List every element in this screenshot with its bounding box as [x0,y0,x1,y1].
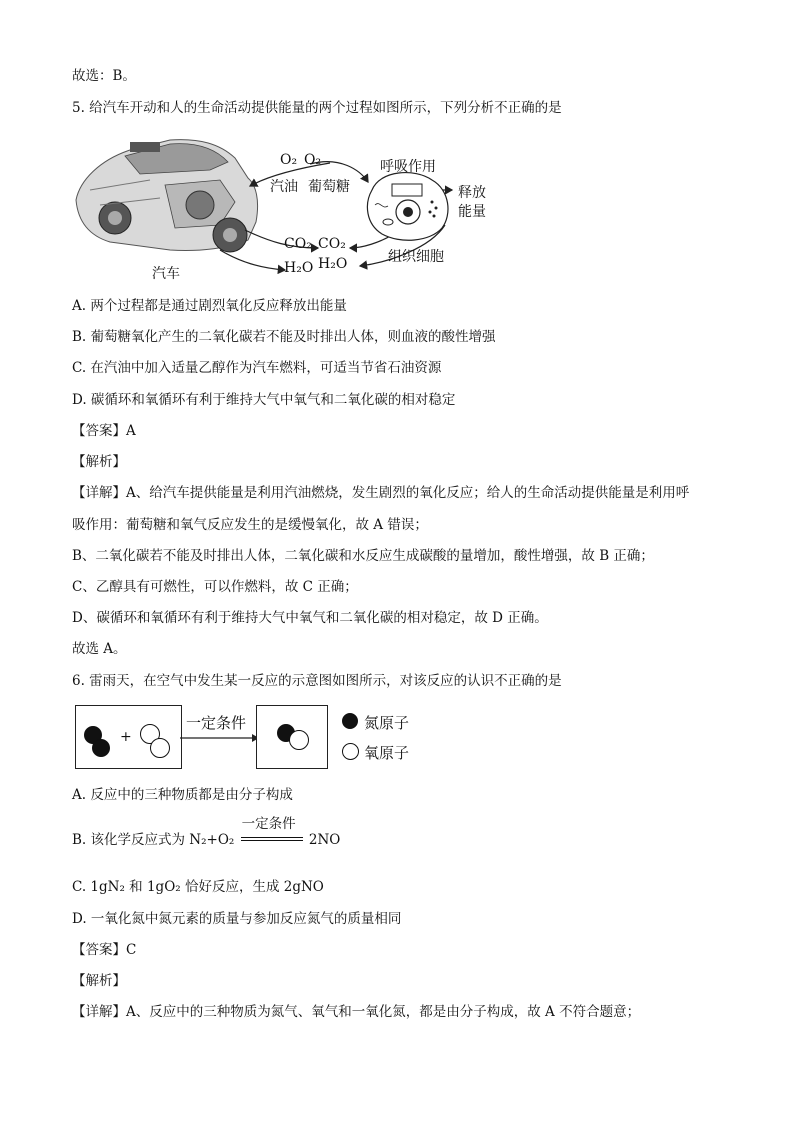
legend-oxygen-label: 氧原子 [364,744,410,762]
h2o-right-label: H₂O [318,256,348,272]
q6-option-b-product: 2NO [308,832,341,848]
oxygen-atom-icon [150,738,170,758]
q5-answer: 【答案】A [72,423,136,439]
q5-detail-2: 吸作用：葡萄糖和氧气反应发生的是缓慢氧化，故 A 错误； [72,517,428,533]
q6-option-b-text: B. 该化学反应式为 N₂+O₂ [72,832,235,848]
figure-5 [70,130,510,282]
co2-left-label: CO₂ [284,236,312,252]
co2-right-label: CO₂ [318,236,346,252]
q6-answer: 【答案】C [72,942,137,958]
legend-nitrogen-icon [342,713,358,729]
h2o-left-label: H₂O [284,260,314,276]
reaction-equals [239,816,305,850]
q6-option-c: C. 1gN₂ 和 1gO₂ 恰好反应，生成 2gNO [72,879,324,895]
equation-condition: 一定条件 [241,816,296,832]
q5-detail-1: 【详解】A、给汽车提供能量是利用汽油燃烧，发生剧烈的氧化反应；给人的生命活动提供能量是利用呼 [72,485,690,501]
plus-sign: + [120,729,132,745]
figure-6 [70,702,430,772]
q5-detail-4: C、乙醇具有可燃性，可以作燃料，故 C 正确； [72,579,358,595]
respiration-label: 呼吸作用 [380,159,436,175]
q6-detail-1: 【详解】A、反应中的三种物质为氮气、氧气和一氧化氮，都是由分子构成，故 A 不符合题意； [72,1004,641,1020]
car-icon [76,140,258,252]
glucose-label: 葡萄糖 [308,179,350,195]
o2-left-label: O₂ [280,152,298,168]
q6-option-d: D. 一氧化氮中氮元素的质量与参加反应氮气的质量相同 [72,911,402,927]
o2-right-label: O₂ [304,152,322,168]
tissue-cell-label: 组织细胞 [388,249,444,265]
q5-detail-3: B、二氧化碳若不能及时排出人体，二氧化碳和水反应生成碳酸的量增加，酸性增强，故 B 正确； [72,548,654,564]
legend-nitrogen-label: 氮原子 [364,714,410,732]
q5-option-a: A. 两个过程都是通过剧烈氧化反应释放出能量 [72,298,347,314]
q5-option-c: C. 在汽油中加入适量乙醇作为汽车燃料，可适当节省石油资源 [72,360,442,376]
energy-label: 能量 [458,204,486,220]
q5-detail-5: D、碳循环和氧循环有利于维持大气中氧气和二氧化碳的相对稳定，故 D 正确。 [72,610,548,626]
release-label: 释放 [458,185,486,201]
prev-answer-line: 故选：B。 [72,68,136,84]
q6-option-b [72,816,341,850]
q6-option-a: A. 反应中的三种物质都是由分子构成 [72,787,293,803]
q5-detail-6: 故选 A。 [72,641,127,657]
gasoline-label: 汽油 [270,179,298,195]
car-label: 汽车 [152,266,180,282]
q5-option-d: D. 碳循环和氧循环有利于维持大气中氧气和二氧化碳的相对稳定 [72,392,456,408]
reaction-condition-label: 一定条件 [186,714,247,732]
q5-option-b: B. 葡萄糖氧化产生的二氧化碳若不能及时排出人体，则血液的酸性增强 [72,329,496,345]
legend-oxygen-icon [342,743,359,760]
question-6-stem: 6. 雷雨天，在空气中发生某一反应的示意图如图所示，对该反应的认识不正确的是 [72,673,562,689]
q5-analysis-heading: 【解析】 [72,454,126,470]
tissue-cell-icon [367,173,448,241]
nitrogen-atom-icon [92,739,110,757]
reaction-arrow [180,732,260,744]
oxygen-atom-icon [289,730,309,750]
question-5-stem: 5. 给汽车开动和人的生命活动提供能量的两个过程如图所示，下列分析不正确的是 [72,100,562,116]
q6-analysis-heading: 【解析】 [72,973,126,989]
